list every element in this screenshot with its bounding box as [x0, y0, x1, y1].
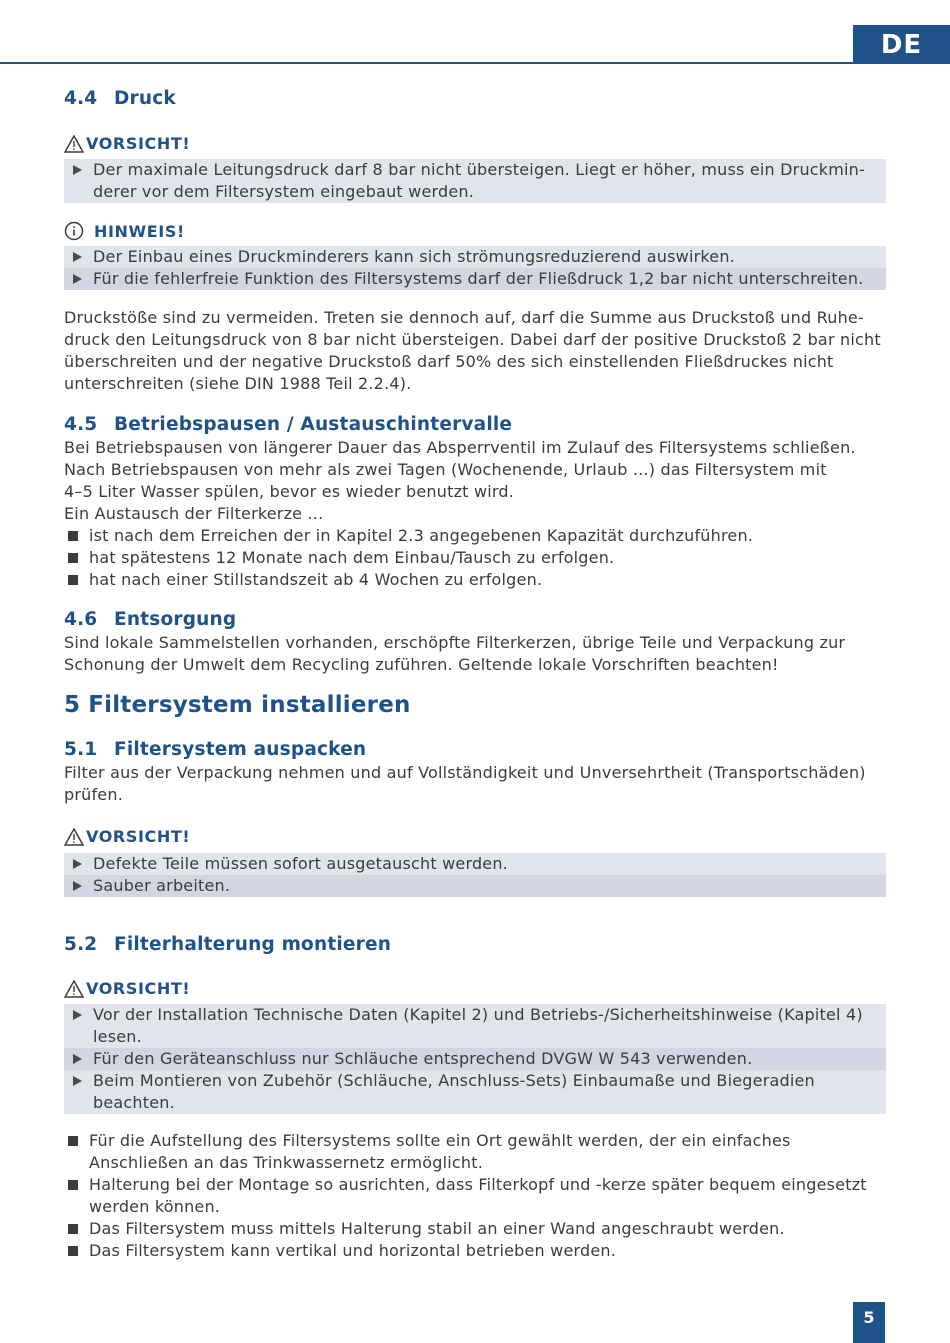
pressure-paragraph: Druckstöße sind zu vermeiden. Treten sie dennoch auf, darf die Summe aus Druckstoß und Ruhe-druck den Leitungsdruck von 8 bar nicht übersteigen. Dabei darf der positive Druckstoß 2 bar nicht überschreiten und der negative Druckstoß darf 50% des sich einstellenden Fließdruckes nicht unterschreiten (siehe DIN 1988 Teil 2.2.4). — [64, 308, 881, 393]
note-box — [64, 246, 886, 290]
text-line: 4–5 Liter Wasser spülen, bevor es wieder benutzt wird. — [64, 482, 515, 501]
page-number: 5 — [853, 1302, 885, 1343]
list-item: hat nach einer Stillstandszeit ab 4 Wochen zu erfolgen. — [64, 569, 886, 591]
info-icon — [64, 221, 84, 241]
section-heading-4-5: 4.5 Betriebspausen / Austauschintervalle — [64, 414, 513, 435]
caution-box — [64, 853, 886, 897]
list-item: hat spätestens 12 Monate nach dem Einbau/Tausch zu erfolgen. — [64, 547, 886, 569]
caution-item: Beim Montieren von Zubehör (Schläuche, Anschluss-Sets) Einbaumaße und Biegeradien beachten. — [64, 1070, 886, 1114]
caution-title: VORSICHT! — [64, 827, 886, 846]
caution-item: Defekte Teile müssen sofort ausgetauscht werden. — [64, 853, 886, 875]
warning-icon — [64, 980, 84, 998]
list-item: ist nach dem Erreichen der in Kapitel 2.3 angegebenen Kapazität durchzuführen. — [64, 525, 886, 547]
caution-item: Der maximale Leitungsdruck darf 8 bar nicht übersteigen. Liegt er höher, muss ein Druckmin-derer vor dem Filtersystem eingebaut werden. — [64, 159, 886, 203]
section-heading-5-1: 5.1 Filtersystem auspacken — [64, 739, 367, 760]
disposal-paragraph: Sind lokale Sammelstellen vorhanden, erschöpfte Filterkerzen, übrige Teile und Verpackung zur Schonung der Umwelt dem Recycling zuführen. Geltende lokale Vorschriften beachten! — [64, 633, 846, 674]
list-item: Für die Aufstellung des Filtersystems sollte ein Ort gewählt werden, der ein einfaches Anschließen an das Trinkwassernetz ermöglicht. — [64, 1130, 886, 1174]
text-line: Ein Austausch der Filterkerze ... — [64, 504, 324, 523]
note-title: HINWEIS! — [64, 221, 886, 241]
caution-item: Vor der Installation Technische Daten (Kapitel 2) und Betriebs-/Sicherheitshinweise (Kapitel 4) lesen. — [64, 1004, 886, 1048]
warning-icon — [64, 828, 84, 846]
unpack-paragraph: Filter aus der Verpackung nehmen und auf Vollständigkeit und Unversehrtheit (Transportschäden) prüfen. — [64, 763, 866, 804]
caution-box — [64, 1004, 886, 1114]
caution-title: VORSICHT! — [64, 134, 886, 153]
language-tab: DE — [853, 25, 950, 64]
caution-box — [64, 159, 886, 203]
section-heading-5-2: 5.2 Filterhalterung montieren — [64, 934, 392, 955]
note-item: Für die fehlerfreie Funktion des Filtersystems darf der Fließdruck 1,2 bar nicht unterschreiten. — [64, 268, 886, 290]
chapter-heading-5: 5 Filtersystem installieren — [64, 692, 411, 718]
header-rule — [0, 62, 950, 64]
list-item: Halterung bei der Montage so ausrichten, dass Filterkopf und -kerze später bequem eingesetzt werden können. — [64, 1174, 886, 1218]
bullet-list — [64, 525, 886, 591]
warning-icon — [64, 135, 84, 153]
caution-title: VORSICHT! — [64, 979, 886, 998]
caution-item: Für den Geräteanschluss nur Schläuche entsprechend DVGW W 543 verwenden. — [64, 1048, 886, 1070]
section-heading-4-4: 4.4 Druck — [64, 88, 176, 109]
caution-item: Sauber arbeiten. — [64, 875, 886, 897]
text-line: Bei Betriebspausen von längerer Dauer das Absperrventil im Zulauf des Filtersystems schließen. — [64, 438, 856, 457]
text-line: Nach Betriebspausen von mehr als zwei Tagen (Wochenende, Urlaub ...) das Filtersystem mit — [64, 460, 827, 479]
section-heading-4-6: 4.6 Entsorgung — [64, 609, 237, 630]
note-item: Der Einbau eines Druckminderers kann sich strömungsreduzierend auswirken. — [64, 246, 886, 268]
list-item: Das Filtersystem muss mittels Halterung stabil an einer Wand angeschraubt werden. — [64, 1218, 886, 1240]
bullet-list — [64, 1130, 886, 1262]
list-item: Das Filtersystem kann vertikal und horizontal betrieben werden. — [64, 1240, 886, 1262]
maintenance-text — [64, 437, 886, 591]
